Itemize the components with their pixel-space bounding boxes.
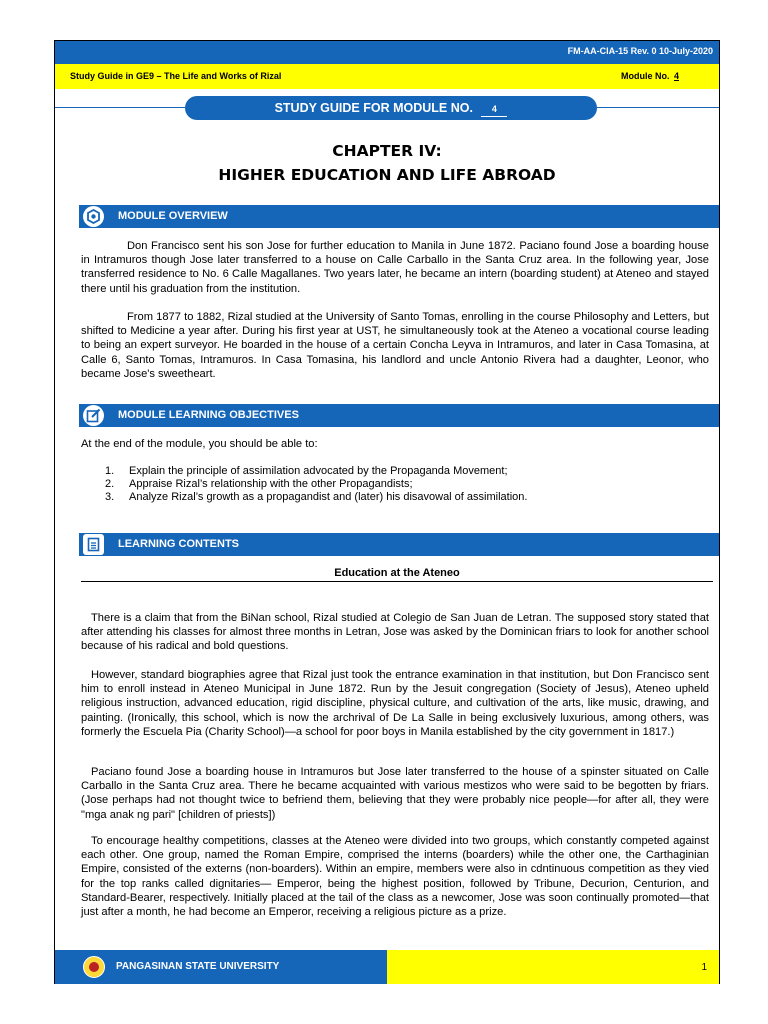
list-item-number: 1. xyxy=(105,465,115,477)
objectives-list xyxy=(81,465,701,505)
learning-contents-title: LEARNING CONTENTS xyxy=(118,538,239,550)
module-number: 4 xyxy=(673,71,679,81)
footer-university-bar xyxy=(55,950,387,984)
list-item-number: 2. xyxy=(105,478,115,491)
content-paragraph: Paciano found Jose a boarding house in Intramuros but Jose later transferred to the house of a spinster situated on Calle Carballo in the Santa Cruz area. There he became acquainted with various mestizos who were said to be begotten by friars. (Jose perhaps had not thought twice to befriend them, believing that they were probably nice people—for after all, they were "mga anak ng pari" [children of priests]) xyxy=(81,766,709,821)
learning-contents-bar xyxy=(79,533,719,556)
top-header-bar xyxy=(55,41,719,64)
overview-paragraph: Don Francisco sent his son Jose for further education to Manila in June 1872. Paciano found Jose a boarding house in Intramuros though Jose later transferred to a house on Calle Carballo in the Santa Cruz area. In the following year, Jose transferred residence to No. 6 Calle Magallanes. Two years later, he became an intern (boarding student) at Ateneo and stayed there until his graduation from the institution. xyxy=(81,240,709,295)
document-icon xyxy=(83,534,104,555)
chapter-title: HIGHER EDUCATION AND LIFE ABROAD xyxy=(218,166,556,184)
footer-page-bar xyxy=(387,950,719,984)
study-guide-title: Study Guide in GE9 – The Life and Works of Rizal xyxy=(70,71,282,81)
list-item-number: 3. xyxy=(105,491,115,504)
overview-paragraph: From 1877 to 1882, Rizal studied at the University of Santo Tomas, enrolling in the course Philosophy and Letters, but shifted to Medicine a year after. During his first year at UST, he simultaneously took at the Ateneo a vocational course leading to being an expert surveyor. He boarded in the house of a certain Concha Leyva in Intramuros, and later in Casa Tomasina, at Calle 6, Santo Tomas, Intramuros. In Casa Tomasina, his landlord and uncle Antonio Rivera had a daughter, Leonor, who became Jose's sweetheart. xyxy=(81,311,709,380)
learning-objectives-bar xyxy=(79,404,719,427)
content-paragraph: However, standard biographies agree that Rizal just took the entrance examination in that institution, but Don Francisco sent him to enroll instead in Ateneo Municipal in June 1872. Run by the Jesuit congregation (Society of Jesus), Ateneo upheld religious instruction, advanced education, rigid discipline, physical culture, and cultivation of the arts, like music, drawing, and painting. (Ironically, this school, which is now the archrival of De La Salle in being exclusively luxurious, among others, was formerly the Escuela Pia (Charity School)—a school for poor boys in Manila established by the city government in 1817.) xyxy=(81,669,709,738)
form-code: FM-AA-CIA-15 Rev. 0 10-July-2020 xyxy=(567,46,713,56)
heading-divider xyxy=(81,581,713,582)
badge-icon xyxy=(83,206,104,227)
module-overview-bar xyxy=(79,205,719,228)
module-overview-title: MODULE OVERVIEW xyxy=(118,210,228,222)
module-banner-number: 4 xyxy=(481,102,507,117)
list-item xyxy=(81,465,701,478)
list-item xyxy=(81,491,701,504)
study-guide-header-bar xyxy=(55,64,719,89)
chapter-number: CHAPTER IV: xyxy=(332,142,442,160)
content-paragraph: There is a claim that from the BiNan school, Rizal studied at Colegio de San Juan de Letran. The supposed story stated that after attending his classes for almost three months in Letran, Jose was asked by the Dominican friars to look for another school because of his radical and bold questions. xyxy=(81,612,709,653)
banner-rule-right xyxy=(597,107,719,108)
module-banner xyxy=(185,96,597,120)
page-number: 1 xyxy=(701,962,707,973)
list-item-text: Appraise Rizal’s relationship with the other Propagandists; xyxy=(129,478,413,491)
content-paragraph: To encourage healthy competitions, classes at the Ateneo were divided into two groups, which constantly competed against each other. One group, named the Roman Empire, comprised the interns (boarders) while the other one, the Carthaginian Empire, consisted of the externs (non-boarders). Within an empire, members were also in cdntinuous competition as they vied for the top ranks called dignitaries— Emperor, being the highest position, followed by Tribune, Decurion, Centurion, and Standard-Bearer, respectively. Initially placed at the tail of the class as a newcomer, Jose was soon continually promoted—that just after a month, he had become an Emperor, receiving a religious picture as a prize. xyxy=(81,835,709,919)
content-heading: Education at the Ateneo xyxy=(334,567,460,579)
study-guide-page xyxy=(54,40,720,984)
university-seal-icon xyxy=(83,956,105,978)
edit-icon xyxy=(83,405,104,426)
university-name: PANGASINAN STATE UNIVERSITY xyxy=(116,961,280,972)
module-banner-label: STUDY GUIDE FOR MODULE NO. xyxy=(274,101,473,115)
banner-rule-left xyxy=(55,107,185,108)
list-item-text: Explain the principle of assimilation advocated by the Propaganda Movement; xyxy=(129,465,508,477)
learning-objectives-title: MODULE LEARNING OBJECTIVES xyxy=(118,409,299,421)
objectives-intro: At the end of the module, you should be able to: xyxy=(81,438,318,450)
module-number-label xyxy=(621,71,679,81)
list-item-text: Analyze Rizal’s growth as a propagandist and (later) his disavowal of assimilation. xyxy=(129,491,528,504)
list-item xyxy=(81,478,701,491)
module-label: Module No. xyxy=(620,71,670,81)
